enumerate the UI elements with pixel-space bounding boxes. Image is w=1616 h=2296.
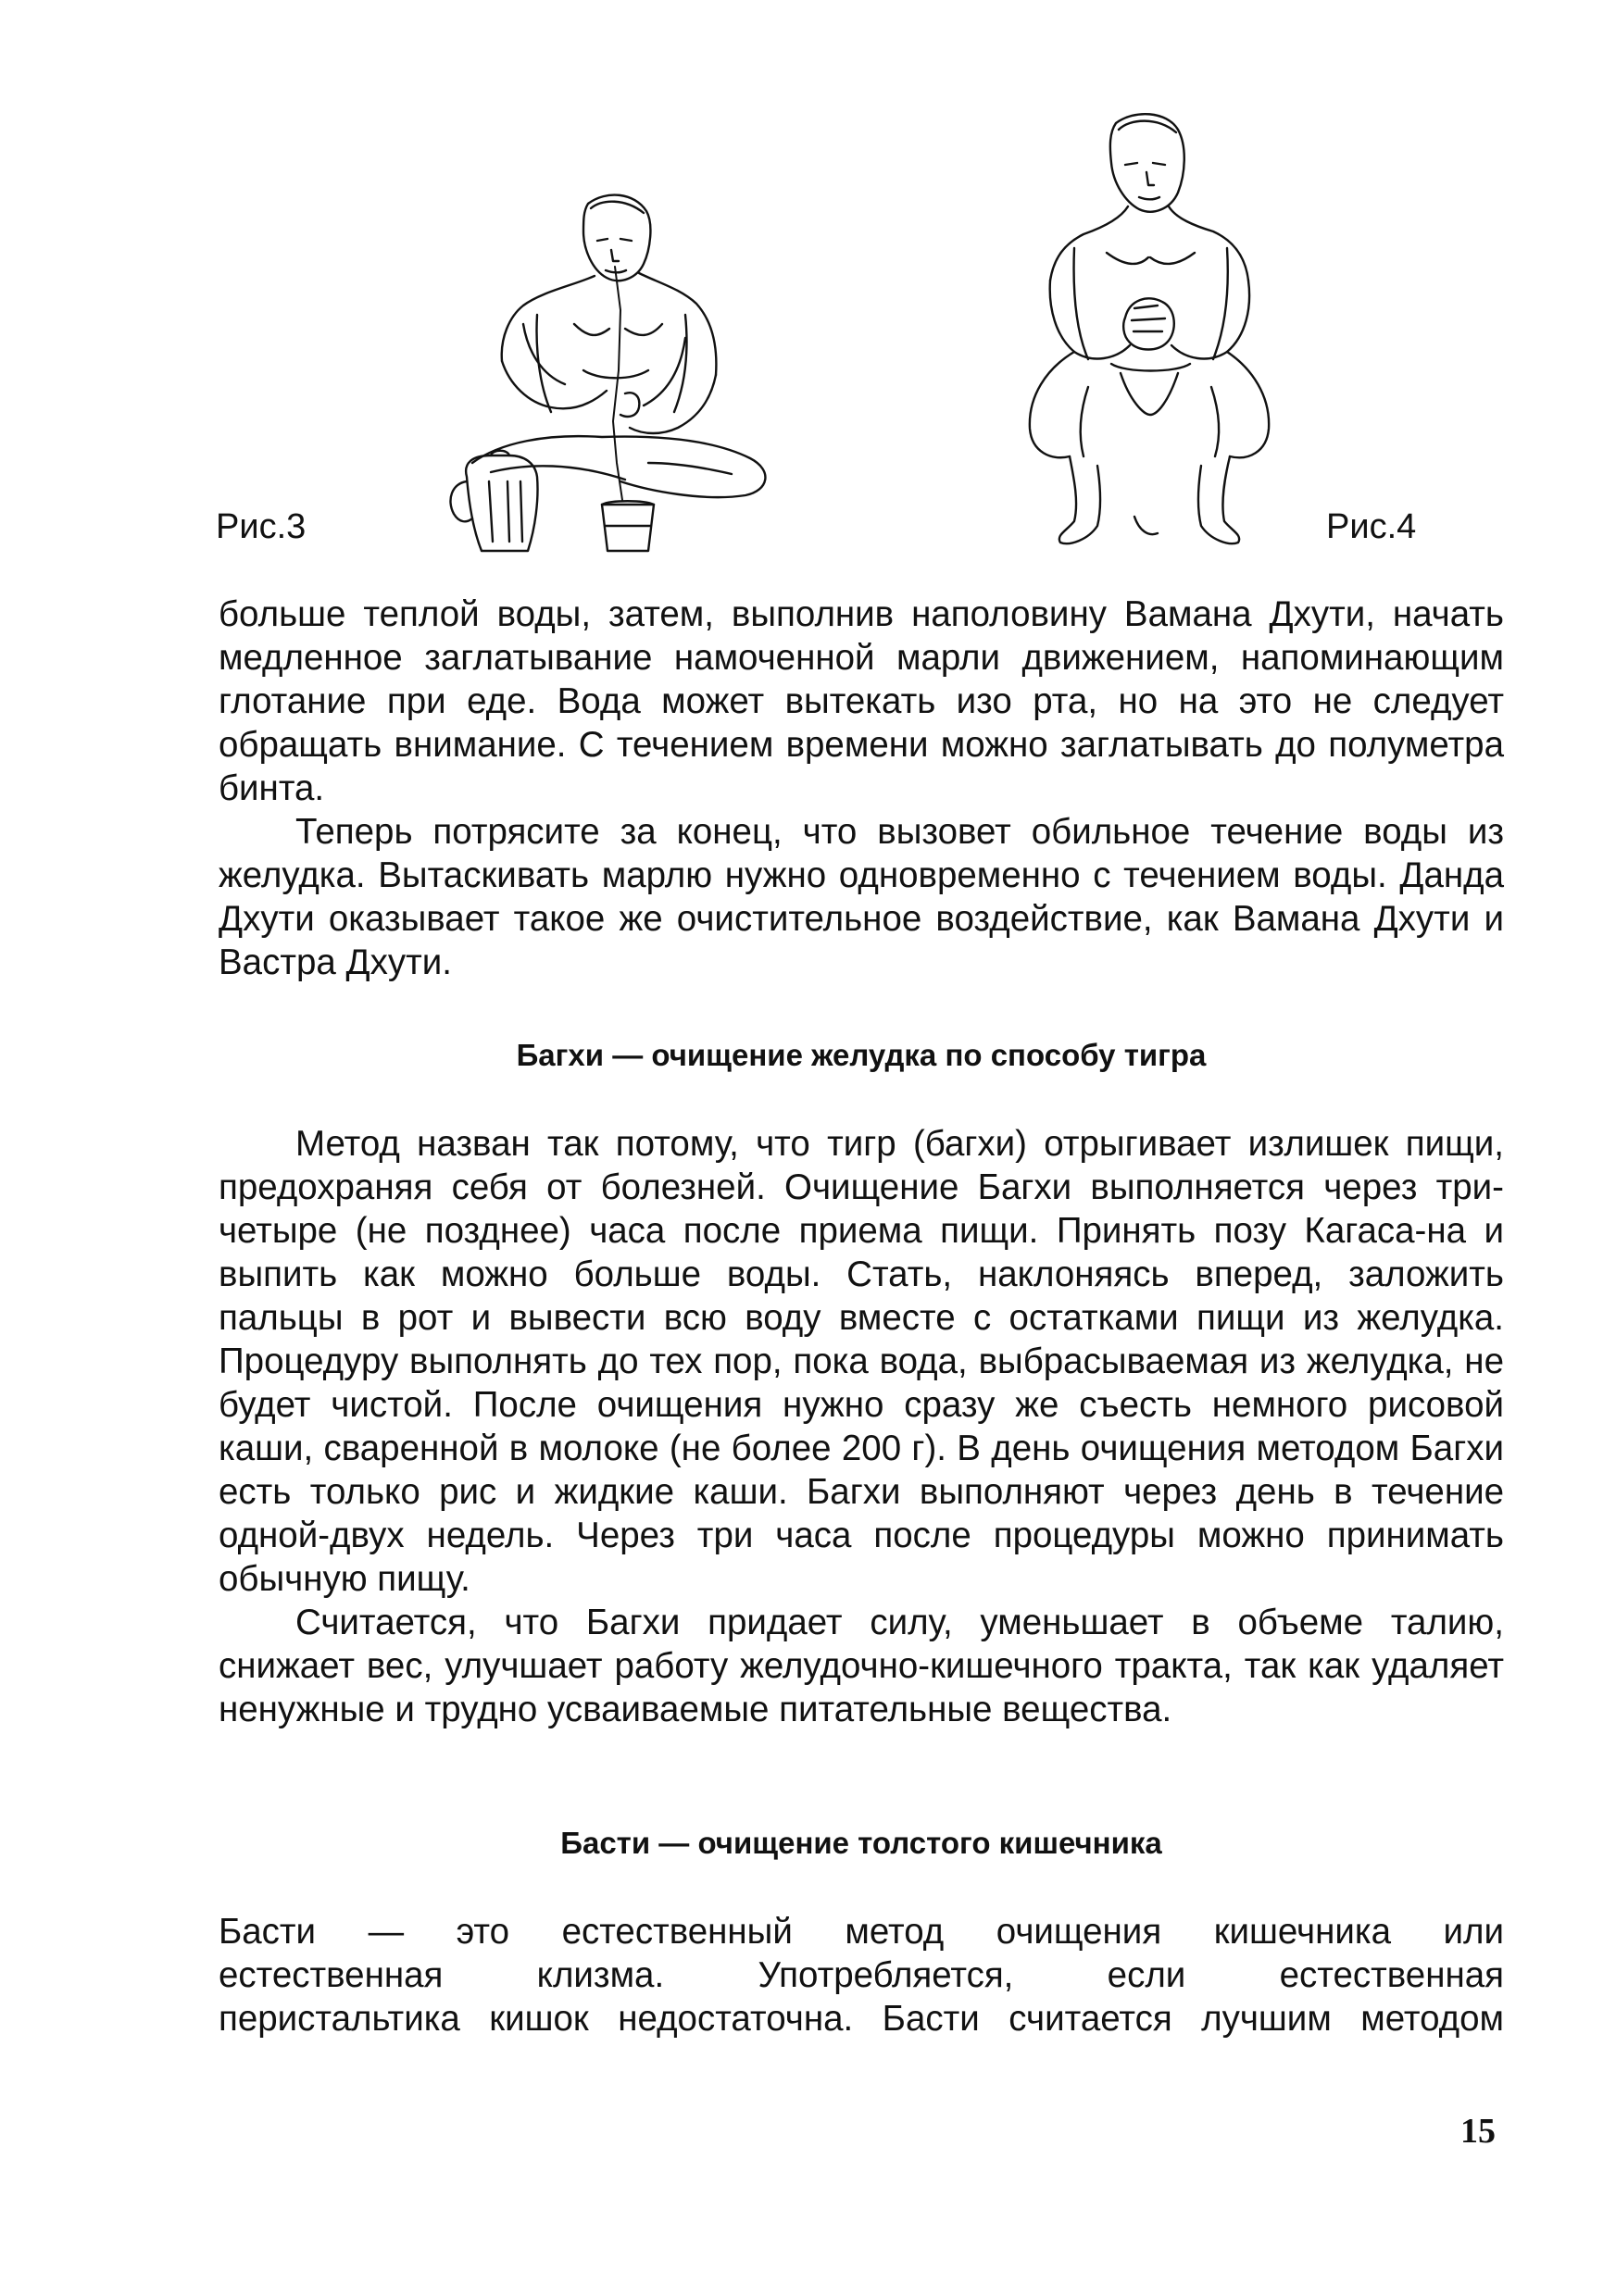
section-heading-basti: Басти — очищение толстого кишечника [560, 1826, 1162, 1860]
text-line: Басти — это естественный метод очищения кишечника или [219, 1912, 1504, 1952]
continued-text [219, 593, 1504, 984]
paragraph: Считается, что Багхи придает силу, уменьшает в объеме талию, снижает вес, улучшает работу желудочно-кишечного тракта, так как удаляет ненужные и трудно усваиваемые питательные вещества. [219, 1603, 1504, 1729]
paragraph: больше теплой воды, затем, выполнив наполовину Вамана Дхути, начать медленное заглатывание намоченной марли движением, напоминающим глотание при еде. Вода может вытекать изо рта, но на это не следует обращать внимание. С течением времени можно заглатывать до полуметра бинта. [219, 594, 1504, 808]
paragraph: Теперь потрясите за конец, что вызовет обильное течение воды из желудка. Вытаскивать марлю нужно одновременно с течением воды. Данда Дхути оказывает такое же очистительное воздействие, как Вамана Дхути и Вастра Дхути. [219, 812, 1504, 982]
squatting-man-icon [1009, 109, 1287, 549]
page-number: 15 [1460, 2112, 1496, 2151]
text-line: естественная клизма. Употребляется, если естественная [219, 1955, 1504, 1995]
seated-man-drinking-icon [435, 185, 787, 560]
figure-4 [1009, 109, 1287, 549]
figure-4-caption: Рис.4 [1326, 507, 1417, 546]
figure-3 [435, 185, 787, 560]
text-line: перистальтика кишок недостаточна. Басти считается лучшим методом [219, 1999, 1504, 2039]
paragraph: Метод назван так потому, что тигр (багхи) отрыгивает излишек пищи, предохраняя себя от болезней. Очищение Багхи выполняется через три-четыре (не позднее) часа после приема пищи. Принять позу Кагаса-на и выпить как можно больше воды. Стать, наклоняясь вперед, заложить пальцы в рот и вывести всю воду вместе с остатками пищи из желудка. Процедуру выполнять до тех пор, пока вода, выбрасываемая из желудка, не будет чистой. После очищения нужно сразу же съесть немного рисовой каши, сваренной в молоке (не более 200 г). В день очищения методом Багхи есть только рис и жидкие каши. Багхи выполняют через день в течение одной-двух недель. Через три часа после процедуры можно принимать обычную пищу. [219, 1124, 1504, 1599]
section-heading-bagkhi: Багхи — очищение желудка по способу тигра [516, 1038, 1207, 1072]
basti-text [219, 1910, 1504, 2040]
figure-3-caption: Рис.3 [216, 507, 307, 546]
bagkhi-text [219, 1122, 1504, 1731]
